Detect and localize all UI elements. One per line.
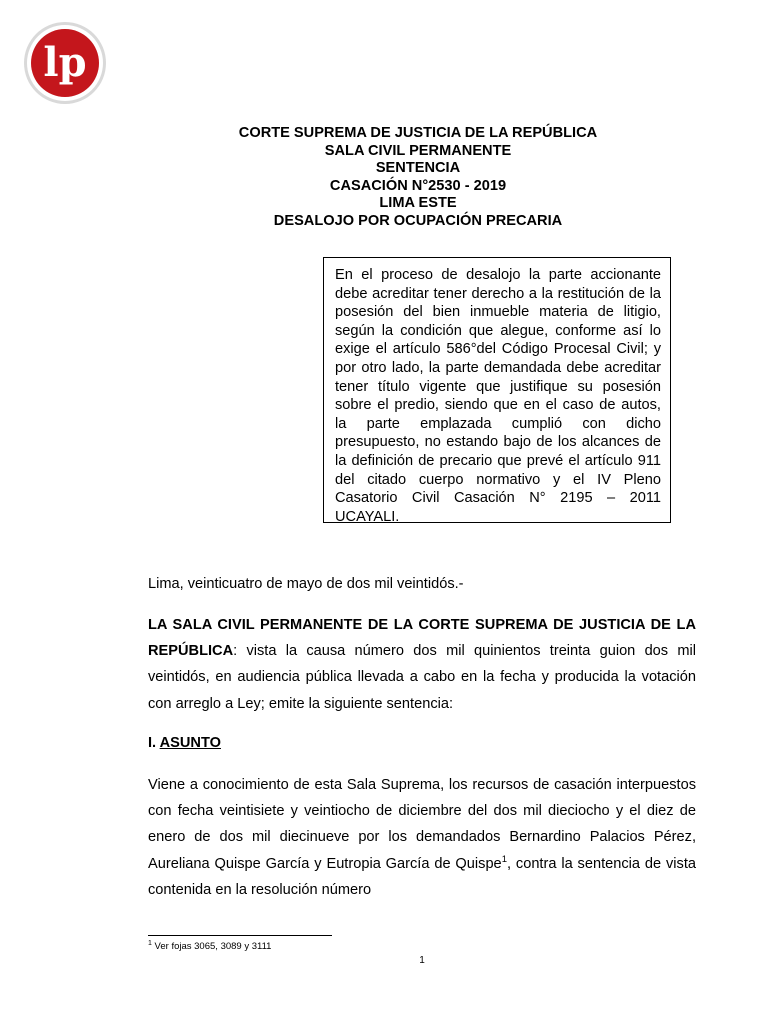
- case-location: LIMA ESTE: [379, 195, 457, 211]
- logo-text: lp: [43, 39, 87, 86]
- summary-box: En el proceso de desalojo la parte accionante debe acreditar tener derecho a la restitución de la posesión del bien inmueble materia de litigio, según la condición que alegue, conforme así lo exige el artículo 586°del Código Procesal Civil; y por otro lado, la parte demandada debe acreditar tener título vigente que justifique su posesión sobre el predio, siendo que en el caso de autos, la parte emplazada cumplió con dicho presupuesto, no estando bajo de los alcances de la definición de precario que prevé el artículo 911 del citado cuerpo normativo y el IV Pleno Casatorio Civil Casación N° 2195 – 2011 UCAYALI.: [323, 257, 671, 523]
- section-title: ASUNTO: [159, 735, 221, 751]
- body-paragraph: [148, 772, 696, 903]
- court-name: CORTE SUPREMA DE JUSTICIA DE LA REPÚBLICA: [238, 125, 598, 141]
- intro-text: : vista la causa número dos mil quinientos treinta guion dos mil veintidós, en audiencia pública llevada a cabo en la fecha y producida la votación con arreglo a Ley; emite la siguiente sentencia:: [148, 643, 696, 712]
- intro-paragraph: [148, 612, 696, 717]
- document-type: SENTENCIA: [375, 160, 461, 176]
- footnote-text: Ver fojas 3065, 3089 y 3111: [151, 941, 272, 952]
- footnote-divider: [148, 935, 332, 936]
- section-number: I.: [148, 735, 160, 751]
- body-text-part1: Viene a conocimiento de esta Sala Suprema, los recursos de casación interpuestos con fecha veintisiete y veintiocho de diciembre del dos mil dieciocho y el diez de enero de dos mil diecinueve por los demandados Bernardino Palacios Pérez, Aureliana Quispe García y Eutropia García de Quispe: [148, 777, 696, 872]
- footnote-marker: 1: [148, 939, 152, 947]
- document-heading: [148, 125, 688, 230]
- page-number: 1: [419, 955, 425, 966]
- publisher-logo: [22, 20, 108, 106]
- case-subject: DESALOJO POR OCUPACIÓN PRECARIA: [273, 212, 563, 229]
- case-number: CASACIÓN N°2530 - 2019: [329, 177, 507, 194]
- lp-logo-icon: [22, 20, 108, 106]
- footnote: [148, 941, 271, 953]
- chamber-name: SALA CIVIL PERMANENTE: [324, 142, 512, 159]
- intro-bold-text: LA SALA CIVIL PERMANENTE DE LA CORTE SUPREMA DE JUSTICIA DE LA REPÚBLICA: [148, 617, 696, 660]
- footnote-reference[interactable]: 1: [501, 853, 507, 865]
- section-heading: [148, 735, 221, 751]
- date-line: Lima, veinticuatro de mayo de dos mil veintidós.-: [148, 576, 464, 592]
- body-text-part2: , contra la sentencia de vista contenida en la resolución número: [148, 855, 696, 898]
